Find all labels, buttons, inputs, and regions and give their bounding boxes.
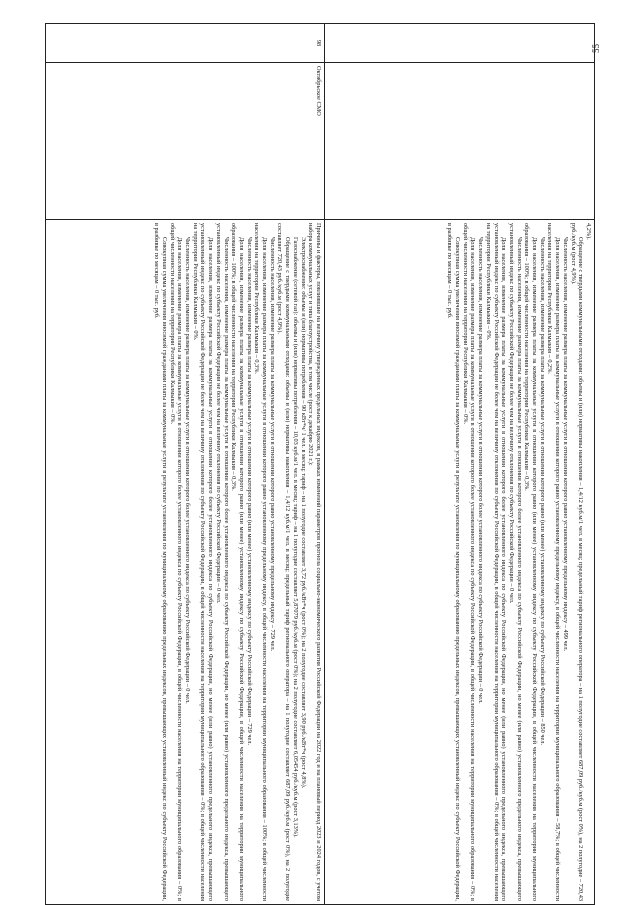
row-98-line: Численность населения, изменение размера платы за коммунальные услуги в отношении которого более установленного индекса по субъекту Российской Федерации, но менее (или равно) установленного предельного индекса, превышающего установленный индекс по субъекту Российской Федерации не более чем на величину отклонения по субъекту Российской Федерации – 0 чел. [214, 223, 230, 901]
row-number-cell [325, 24, 595, 63]
table-row-98 [46, 24, 325, 905]
row-text-cell [325, 220, 595, 905]
row-98-line: Газоснабжение (сетевой газ): объемы и (или) нормативы потребления – 10,03 куб.м/1 чел. в месяц; тариф – на 1 полугодие составляет 5,87079 руб./куб.м (рост 0%); на 2 полугодие составляет 6,05454 руб./куб.м (рост 3,13%). [291, 237, 299, 838]
row-98-line: Численность населения, изменение размера платы за коммунальные услуги в отношении которого равно (или менее) установленному индексу по субъекту Российской Федерации – 729 чел. [245, 237, 253, 746]
row-prev-line: Доля населения, изменение размера платы за коммунальные услуги в отношении которого равно (или менее) установленному индексу по субъекту Российской Федерации, в общей численности населения на территории муниципального образования – 100%; в общей численности населения на территории Республики Калмыкия – 0,3%. [523, 223, 539, 901]
row-98-line: Доля населения, изменение размера платы за коммунальные услуги в отношении которого более установленного индекса по субъекту Российской Федерации, в общей численности населения на территории муниципального образования – 0%; в общей численности населения на территории Республики Калмыкия – 0%. [168, 223, 184, 901]
row-prev-line: Численность населения, изменение размера платы за коммунальные услуги в отношении которого равно установленному предельному индексу – 499 чел. [561, 237, 569, 652]
row-98-line: Численность населения, изменение размера платы за коммунальные услуги в отношении которого более установленного индекса по субъекту Российской Федерации – 0 чел. [184, 237, 192, 704]
municipality-cell [325, 63, 595, 220]
row-prev-line: 4,2%). [585, 223, 592, 240]
row-98-line: Совокупная сумма увеличения вносимой гражданами платы за коммунальные услуги в результате установления по муниципальному образованию предельных индексов, превышающих установленный индекс по субъекту Российской Федерации, в разбивке по месяцам – 0 тыс. руб. [153, 223, 168, 901]
row-number-cell: 98 [46, 24, 325, 63]
row-prev-line: Доля населения, изменение размера платы за коммунальные услуги в отношении которого более установленного индекса по субъекту Российской Федерации, в общей численности населения на территории муниципального образования – 0%; в общей численности населения на территории Республики Калмыкия – 0%. [461, 223, 477, 901]
reasons-paragraph: Причины и факторы, повлиявшие на величину утвержденных предельных индексов, в рамках изменений параметров прогноза социально-экономического развития Российской Федерации на 2022 год и на плановый период 2023 и 2024 годов, с учетом набора коммунальных услуг и типа благоустройства, в том числе (рост к декабрю 2021 г.): [307, 223, 322, 901]
row-prev-line: Совокупная сумма увеличения вносимой гражданами платы за коммунальные услуги в результате установления по муниципальному образованию предельных индексов, превышающих установленный индекс по субъекту Российской Федерации, в разбивке по месяцам – 0 тыс. руб. [446, 223, 462, 901]
row-prev-line: Численность населения, изменение размера платы за коммунальные услуги в отношении которого равно (или менее) установленному индексу по субъекту Российской Федерации – 850 чел. [538, 237, 546, 746]
row-text-cell [46, 220, 325, 905]
table-row-continued [325, 24, 595, 905]
row-98-line: Доля населения, изменение размера платы за коммунальные услуги в отношении которого равно установленному предельному индексу, в общей численности населения на территории муниципального образования – 100%; в общей численности населения на территории Республики Калмыкия – 0,3%. [253, 223, 269, 901]
row-98-line: Доля населения, изменение размера платы за коммунальные услуги в отношении которого равно (или менее) установленному индексу по субъекту Российской Федерации, в общей численности населения на территории муниципального образования – 100%; в общей численности населения на территории Республики Калмыкия – 0,3%. [230, 223, 245, 901]
row-98-line: Обращение с твердыми коммунальными отходами: объемы и (или) нормативы накопления – 1,4/12 куб.м/1 чел. в месяц; предельный тариф регионального оператора – на 1 полугодие составляет 687,09 руб./куб.м (рост 0%), на 2 полугодие составляет 720,43 руб./куб.м (рост 4,9%). [276, 223, 292, 901]
row-prev-line: Доля населения, изменение размера платы за коммунальные услуги в отношении которого более установленного индекса по субъекту Российской Федерации, но менее (или равно) установленного предельного индекса, превышающего установленный индекс по субъекту Российской Федерации не более чем на величину отклонения по субъекту Российской Федерации, в общей численности населения на территории муниципального образования – 0%; в общей численности населения на территории Республики Калмыкия – 0%. [484, 223, 508, 901]
row-prev-line: Обращение с твердыми коммунальными отходами: объемы и (или) нормативы накопления – 1,4/12 куб.м/1 чел. в месяц; предельный тариф регионального оператора – на 1 полугодие составляет 687,09 руб./куб.м (рост 0%), на 2 полугодие – 720,43 руб./куб.м (рост 4,9%). [569, 223, 585, 901]
row-98-line: Численность населения, изменение размера платы за коммунальные услуги в отношении которого равно установленному предельному индексу – 729 чел. [268, 237, 276, 652]
municipality-cell: Октябрьское СМО [46, 63, 325, 220]
row-prev-line: Доля населения, изменение размера платы за коммунальные услуги в отношении которого равно установленному предельному индексу, в общей численности населения на территории муниципального образования – 58,7%; в общей численности населения на территории Республики Калмыкия – 0,2%. [546, 223, 562, 901]
page-number: 55 [591, 44, 601, 53]
row-98-line: Доля населения, изменение размера платы за коммунальные услуги в отношении которого более установленного индекса по субъекту Российской Федерации, но менее (или равно) установленного предельного индекса, превышающего установленный индекс по субъекту Российской Федерации не более чем на величину отклонения по субъекту Российской Федерации, в общей численности населения на территории муниципального образования – 0%; в общей численности населения на территории Республики Калмыкия – 0%. [191, 223, 215, 901]
rotated-table-container [45, 23, 595, 901]
row-prev-line: Численность населения, изменение размера платы за коммунальные услуги в отношении которого более установленного индекса по субъекту Российской Федерации, но менее (или равно) установленного предельного индекса, превышающего установленный индекс по субъекту Российской Федерации не более чем на величину отклонения по субъекту Российской Федерации – 0 чел. [507, 223, 523, 901]
row-98-line: Электроснабжение: объемы и (или) нормативы потребления – 90 кВт*ч/ 1 чел. в месяц; тариф – на 1 полугодие составляет 3,72 руб./кВт*ч (рост 0%); на 2 полугодие составляет 3,90 руб./кВт*ч (рост 4,8%). [299, 237, 307, 789]
indices-table [45, 23, 595, 905]
row-prev-line: Численность населения, изменение размера платы за коммунальные услуги в отношении которого более установленного индекса по субъекту Российской Федерации – 0 чел. [477, 237, 485, 704]
